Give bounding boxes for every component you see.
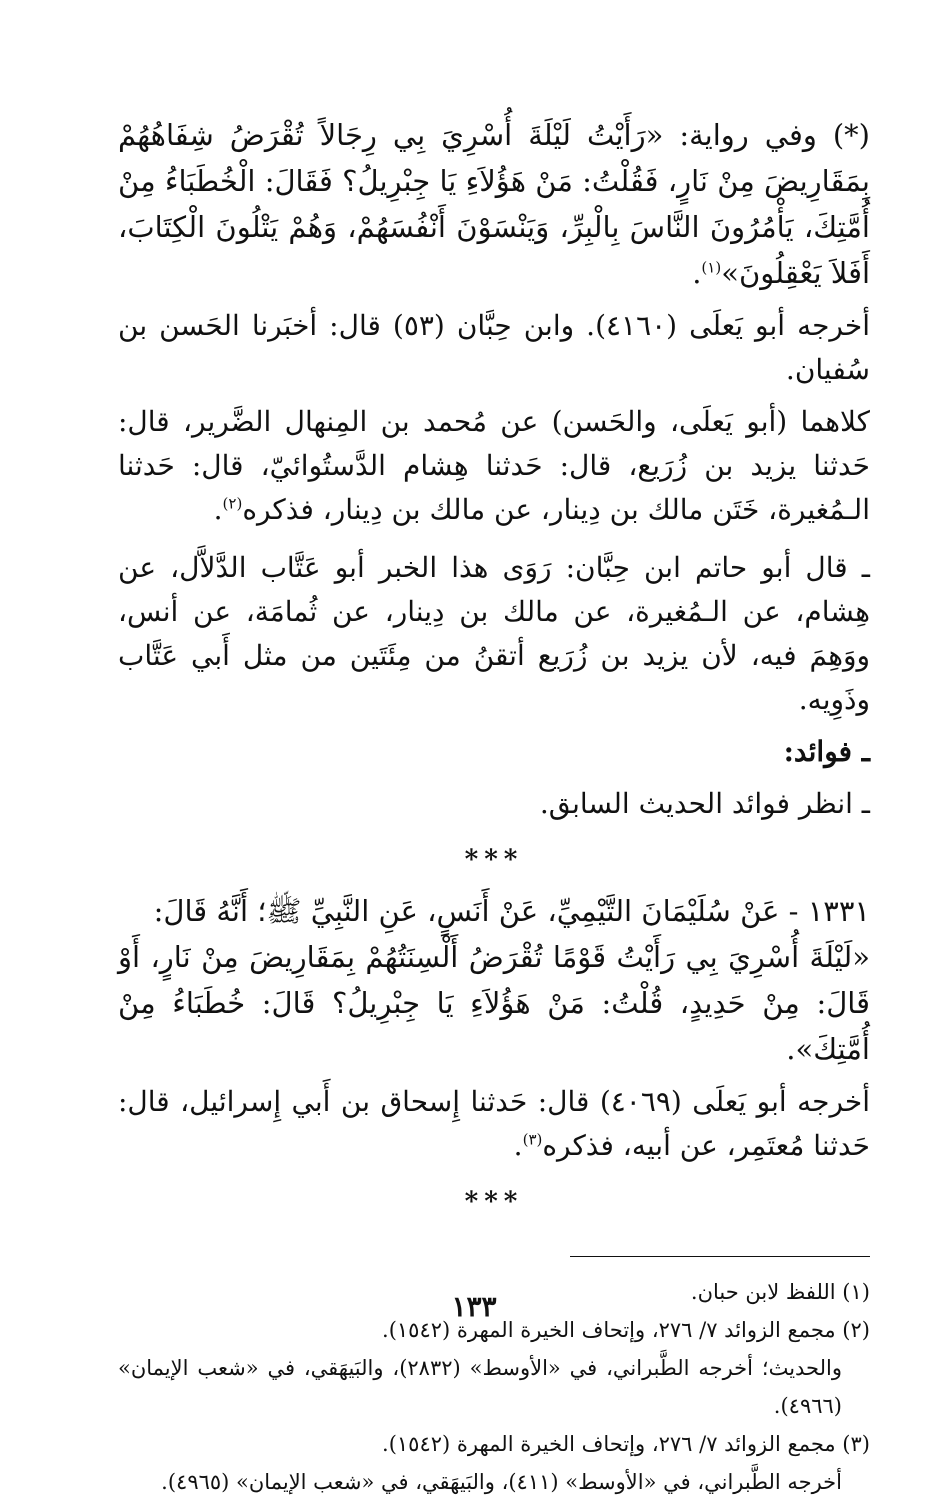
takhrij-paragraph-2: أخرجه أبو يَعلَى (٤٠٦٩) قال: حَدثنا إِسحاق بن أَبي إِسرائيل، قال: حَدثنا مُعتَمِر، عن أبيه، فذكره$^{(٣)}$.: [118, 1085, 870, 1162]
footnote-3: (٣) مجمع الزوائد ٧/ ٢٧٦، وإتحاف الخيرة المهرة (١٥٤٢).: [382, 1432, 870, 1456]
footnote-1: (١) اللفظ لابن حبان.: [690, 1280, 870, 1304]
chain-paragraph: كلاهما (أبو يَعلَى، والحَسن) عن مُحمد بن المِنهال الضَّرير، قال: حَدثنا يزيد بن زُرَيع، قال: حَدثنا هِشام الدَّستُوائيّ، قال: حَدثنا الـمُغيرة، خَتَن مالك بن دِينار، عن مالك بن دِينار، فذكره$^{(٢)}$.: [118, 405, 870, 526]
section-separator-1: ***: [464, 845, 524, 875]
footnote-marker-3[interactable]: (٣): [522, 1130, 543, 1149]
footnote-marker-2[interactable]: (٢): [222, 494, 243, 513]
section-separator-2: ***: [464, 1187, 524, 1217]
footnote-2-continuation: والحديث؛ أخرجه الطَّبراني، في «الأوسط» (٢٨٣٢)، والبَيهَقي، في «شعب الإيمان» (٤٩٦٦).: [118, 1356, 842, 1418]
hadith-1331-header: ١٣٣١ - عَنْ سُلَيْمَانَ التَّيْمِيِّ، عَنْ أَنَسٍ، عَنِ النَّبِيِّ ﷺ؛ أَنَّهُ قَالَ:: [153, 894, 870, 928]
footnote-marker-1[interactable]: (١): [701, 258, 722, 277]
takhrij-paragraph-1: أخرجه أبو يَعلَى (٤١٦٠). وابن حِبَّان (٥٣) قال: أخبَرنا الحَسن بن سُفيان.: [118, 309, 870, 386]
footnote-2: (٢) مجمع الزوائد ٧/ ٢٧٦، وإتحاف الخيرة المهرة (١٥٤٢).: [382, 1318, 870, 1342]
takhrij-text-2: أخرجه أبو يَعلَى (٤٠٦٩) قال: حَدثنا إِسحاق بن أَبي إِسرائيل، قال: حَدثنا مُعتَمِر، عن أبيه، فذكره: [118, 1085, 870, 1162]
ibn-hibban-comment: ـ قال أبو حاتم ابن حِبَّان: رَوَى هذا الخبر أبو عَتَّاب الدَّلاَّل، عن هِشام، عن الـمُغيرة، عن مالك بن دِينار، عن ثُمامَة، عن أنس، ووَهِمَ فيه، لأن يزيد بن زُرَيع أتقنُ من مِئَتَين من مثل أَبي عَتَّاب وذَوِيه.: [118, 551, 871, 716]
hadith-1331-text: «لَيْلَةَ أُسْرِيَ بِي رَأَيْتُ قَوْمًا تُقْرَضُ أَلْسِنَتُهُمْ بِمَقَارِيضَ مِنْ نَارٍ، أَوْ قَالَ: مِنْ حَدِيدٍ، قُلْتُ: مَنْ هَؤُلاَءِ يَا جِبْرِيلُ؟ قَالَ: خُطَبَاءُ مِنْ أُمَّتِكَ».: [118, 940, 870, 1066]
benefits-heading: ـ فوائد:: [783, 735, 870, 768]
chain-text: كلاهما (أبو يَعلَى، والحَسن) عن مُحمد بن المِنهال الضَّرير، قال: حَدثنا يزيد بن زُرَيع، قال: حَدثنا هِشام الدَّستُوائيّ، قال: حَدثنا الـمُغيرة، خَتَن مالك بن دِينار، عن مالك بن دِينار، فذكره: [118, 405, 870, 526]
narration-text: (*) وفي رواية: «رَأَيْتُ لَيْلَةَ أُسْرِيَ بِي رِجَالاً تُقْرَضُ شِفَاهُهُمْ بِمَقَارِيضَ مِنْ نَارٍ، فَقُلْتُ: مَنْ هَؤُلاَءِ يَا جِبْرِيلُ؟ فَقَالَ: الْخُطَبَاءُ مِنْ أُمَّتِكَ، يَأْمُرُونَ النَّاسَ بِالْبِرِّ، وَيَنْسَوْنَ أَنْفُسَهُمْ، وَهُمْ يَتْلُونَ الْكِتَابَ، أَفَلاَ يَعْقِلُونَ»: [118, 118, 870, 290]
footnote-divider: [570, 1256, 870, 1257]
footnote-3-continuation: أخرجه الطَّبراني، في «الأوسط» (٤١١)، والبَيهَقي، في «شعب الإيمان» (٤٩٦٥).: [161, 1470, 842, 1494]
page-number: ١٣٣: [451, 1290, 497, 1323]
narration-variant: (*) وفي رواية: «رَأَيْتُ لَيْلَةَ أُسْرِيَ بِي رِجَالاً تُقْرَضُ شِفَاهُهُمْ بِمَقَارِيضَ مِنْ نَارٍ، فَقُلْتُ: مَنْ هَؤُلاَءِ يَا جِبْرِيلُ؟ فَقَالَ: الْخُطَبَاءُ مِنْ أُمَّتِكَ، يَأْمُرُونَ النَّاسَ بِالْبِرِّ، وَيَنْسَوْنَ أَنْفُسَهُمْ، وَهُمْ يَتْلُونَ الْكِتَابَ، أَفَلاَ يَعْقِلُونَ»$^{(١)}$.: [118, 118, 870, 290]
benefits-text: ـ انظر فوائد الحديث السابق.: [539, 787, 870, 820]
